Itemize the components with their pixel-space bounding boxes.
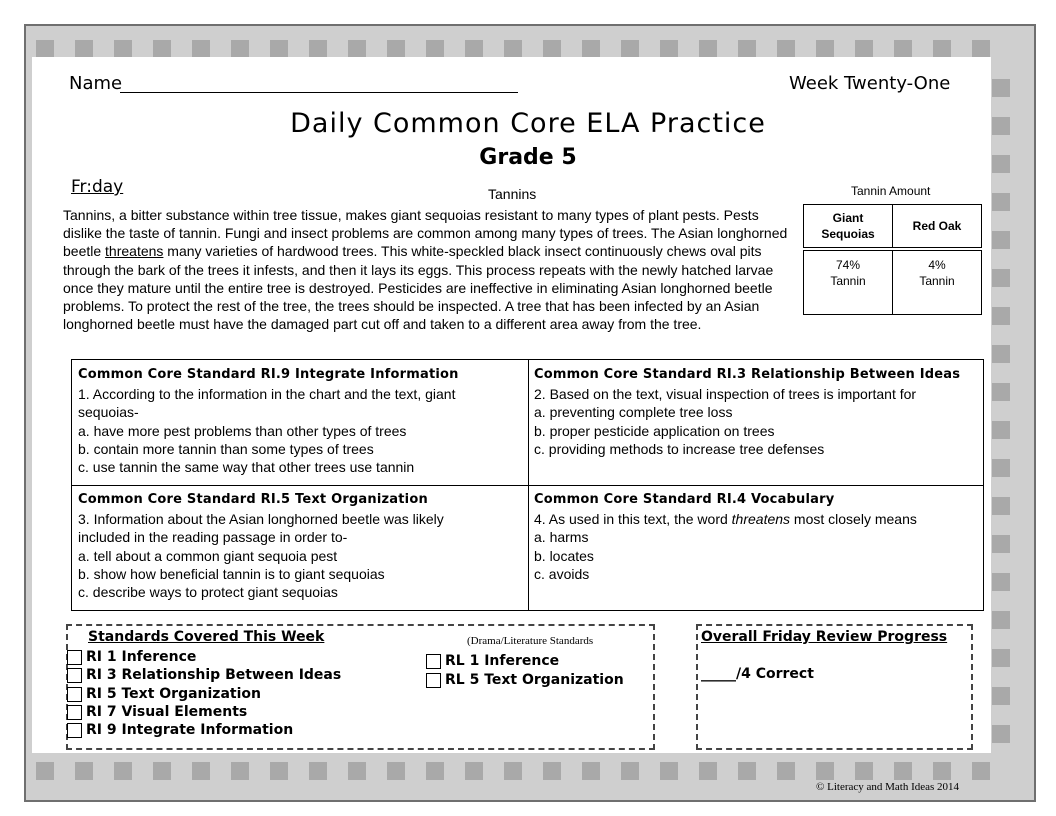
page-title: Daily Common Core ELA Practice bbox=[290, 108, 766, 139]
question-1-standard: Common Core Standard RI.9 Integrate Information bbox=[78, 367, 459, 382]
standards-heading: Standards Covered This Week bbox=[88, 629, 325, 645]
border-square bbox=[855, 762, 873, 780]
border-square bbox=[621, 762, 639, 780]
border-square bbox=[816, 762, 834, 780]
standard-label: RL 5 Text Organization bbox=[445, 672, 624, 688]
border-square bbox=[231, 40, 249, 58]
border-square bbox=[387, 762, 405, 780]
checkbox[interactable] bbox=[426, 654, 441, 669]
border-square bbox=[582, 40, 600, 58]
border-square bbox=[992, 231, 1010, 249]
border-square bbox=[992, 79, 1010, 97]
border-square bbox=[992, 573, 1010, 591]
question-4-option-a[interactable]: a. harms bbox=[534, 529, 589, 546]
progress-heading: Overall Friday Review Progress bbox=[701, 629, 948, 645]
border-square bbox=[699, 762, 717, 780]
passage-underlined-word: threatens bbox=[105, 243, 164, 260]
tannin-chart-label: Tannin Amount bbox=[851, 184, 931, 198]
standard-label: RI 9 Integrate Information bbox=[86, 722, 294, 738]
tannin-chart-table bbox=[803, 204, 982, 315]
question-1-stem-line1: 1. According to the information in the chart and the text, giant bbox=[78, 386, 456, 403]
question-4-stem-before: 4. As used in this text, the word bbox=[534, 511, 732, 528]
border-square bbox=[309, 762, 327, 780]
question-2-standard: Common Core Standard RI.3 Relationship Between Ideas bbox=[534, 367, 961, 382]
question-1-option-b[interactable]: b. contain more tannin than some types of trees bbox=[78, 440, 374, 457]
question-1 bbox=[78, 366, 522, 476]
border-square bbox=[992, 269, 1010, 287]
name-line bbox=[120, 92, 518, 93]
standard-ri-7[interactable] bbox=[67, 703, 247, 721]
border-square bbox=[992, 421, 1010, 439]
standard-rl-5[interactable] bbox=[426, 671, 624, 689]
question-2-stem: 2. Based on the text, visual inspection of trees is important for bbox=[534, 386, 917, 403]
border-square bbox=[992, 497, 1010, 515]
tannin-value-giant-sequoias bbox=[804, 251, 893, 315]
border-square bbox=[992, 345, 1010, 363]
border-square bbox=[992, 307, 1010, 325]
week-label: Week Twenty-One bbox=[789, 73, 951, 94]
border-square bbox=[465, 40, 483, 58]
border-square bbox=[894, 40, 912, 58]
border-square bbox=[855, 40, 873, 58]
tannin-value: 4% bbox=[928, 258, 946, 272]
border-square bbox=[543, 762, 561, 780]
tannin-unit: Tannin bbox=[919, 274, 955, 288]
question-3-option-c[interactable]: c. describe ways to protect giant sequoias bbox=[78, 584, 338, 601]
tannin-unit: Tannin bbox=[830, 274, 866, 288]
border-square bbox=[992, 193, 1010, 211]
border-square bbox=[36, 40, 54, 58]
border-square bbox=[992, 611, 1010, 629]
checkbox[interactable] bbox=[67, 705, 82, 720]
border-square bbox=[153, 40, 171, 58]
border-square bbox=[933, 40, 951, 58]
checkbox[interactable] bbox=[67, 668, 82, 683]
passage-title: Tannins bbox=[488, 186, 537, 202]
name-label: Name bbox=[69, 73, 123, 94]
border-square bbox=[192, 40, 210, 58]
question-4-standard: Common Core Standard RI.4 Vocabulary bbox=[534, 492, 835, 507]
standard-label: RI 5 Text Organization bbox=[86, 686, 261, 702]
tannin-value: 74% bbox=[835, 258, 861, 272]
border-square bbox=[309, 40, 327, 58]
border-square bbox=[75, 762, 93, 780]
grade-label: Grade 5 bbox=[479, 145, 577, 170]
border-square bbox=[543, 40, 561, 58]
standard-rl-1[interactable] bbox=[426, 652, 559, 670]
question-1-stem-line2: sequoias- bbox=[78, 404, 139, 421]
checkbox[interactable] bbox=[67, 687, 82, 702]
border-square bbox=[504, 762, 522, 780]
copyright-notice: © Literacy and Math Ideas 2014 bbox=[816, 781, 960, 793]
day-label: Fr:day bbox=[71, 177, 124, 197]
question-1-option-c[interactable]: c. use tannin the same way that other trees use tannin bbox=[78, 459, 415, 476]
border-square bbox=[36, 762, 54, 780]
tannin-header-line1: Giant bbox=[832, 211, 864, 225]
question-4-stem-after: most closely means bbox=[790, 511, 917, 528]
standard-label: RI 1 Inference bbox=[86, 649, 197, 665]
border-square bbox=[348, 40, 366, 58]
border-square bbox=[992, 535, 1010, 553]
question-4-stem-italic: threatens bbox=[731, 511, 791, 528]
border-square bbox=[992, 383, 1010, 401]
border-square bbox=[426, 40, 444, 58]
passage-text-before: Tannins, a bitter substance within tree tissue, makes giant sequoias resistant to many types of plant pests. Pests dislike the taste of tannin. Fungi and insect problems are common among many types of trees. The Asian longhorned beetle bbox=[63, 207, 788, 260]
tannin-header-red-oak: Red Oak bbox=[893, 205, 982, 248]
question-3 bbox=[78, 491, 522, 601]
border-square bbox=[992, 649, 1010, 667]
standard-ri-5[interactable] bbox=[67, 685, 261, 703]
border-square bbox=[992, 459, 1010, 477]
border-square bbox=[777, 762, 795, 780]
border-square bbox=[426, 762, 444, 780]
border-square bbox=[270, 40, 288, 58]
question-3-stem-line2: included in the reading passage in order to- bbox=[78, 529, 348, 546]
border-square bbox=[816, 40, 834, 58]
border-square bbox=[699, 40, 717, 58]
border-square bbox=[270, 762, 288, 780]
question-grid bbox=[71, 359, 984, 611]
border-square bbox=[75, 40, 93, 58]
question-3-stem-line1: 3. Information about the Asian longhorned beetle was likely bbox=[78, 511, 444, 528]
border-square bbox=[348, 762, 366, 780]
border-square bbox=[777, 40, 795, 58]
border-square bbox=[992, 687, 1010, 705]
progress-correct-count[interactable]: _____/4 Correct bbox=[701, 666, 814, 682]
border-square bbox=[992, 725, 1010, 743]
question-4-stem bbox=[534, 510, 980, 528]
border-square bbox=[192, 762, 210, 780]
standard-ri-9[interactable] bbox=[67, 721, 293, 739]
tannin-value-red-oak bbox=[893, 251, 982, 315]
tannin-header-giant-sequoias bbox=[804, 205, 893, 248]
question-3-option-a[interactable]: a. tell about a common giant sequoia pest bbox=[78, 547, 338, 564]
border-square bbox=[738, 762, 756, 780]
border-square bbox=[972, 40, 990, 58]
border-square bbox=[933, 762, 951, 780]
standard-ri-3[interactable] bbox=[67, 666, 341, 684]
question-2-option-c[interactable]: c. providing methods to increase tree defenses bbox=[534, 440, 825, 457]
border-square bbox=[153, 762, 171, 780]
border-square bbox=[972, 762, 990, 780]
standard-ri-1[interactable] bbox=[67, 648, 196, 666]
border-square bbox=[114, 762, 132, 780]
standard-label: RL 1 Inference bbox=[445, 653, 560, 669]
question-1-option-a[interactable]: a. have more pest problems than other types of trees bbox=[78, 422, 407, 439]
question-4 bbox=[534, 491, 980, 583]
border-square bbox=[660, 762, 678, 780]
question-4-option-b[interactable]: b. locates bbox=[534, 547, 594, 564]
passage-text bbox=[63, 206, 795, 333]
border-square bbox=[582, 762, 600, 780]
question-2-option-a[interactable]: a. preventing complete tree loss bbox=[534, 404, 733, 421]
question-2 bbox=[534, 366, 980, 458]
border-square bbox=[660, 40, 678, 58]
standard-label: RI 7 Visual Elements bbox=[86, 704, 248, 720]
standard-label: RI 3 Relationship Between Ideas bbox=[86, 667, 342, 683]
border-square bbox=[894, 762, 912, 780]
border-square bbox=[465, 762, 483, 780]
border-square bbox=[738, 40, 756, 58]
border-square bbox=[387, 40, 405, 58]
border-square bbox=[504, 40, 522, 58]
checkbox[interactable] bbox=[67, 650, 82, 665]
border-square bbox=[231, 762, 249, 780]
checkbox[interactable] bbox=[67, 723, 82, 738]
grid-divider-horizontal bbox=[72, 485, 983, 486]
border-square bbox=[114, 40, 132, 58]
tannin-header-line2: Sequoias bbox=[821, 227, 875, 241]
drama-literature-note: (Drama/Literature Standards bbox=[467, 635, 594, 647]
border-square bbox=[621, 40, 639, 58]
passage-text-after: many varieties of hardwood trees. This white-speckled black insect continuously chews oval pits through the bark of the trees it infests, and then it lays its eggs. This process repeats with the newly hatched larvae once they mature until the entire tree is destroyed. Pesticides are ineffective in eliminating Asian longhorned beetle problems. To protect the rest of the tree, the trees should be inspected. A tree that has been infected by an Asian longhorned beetle must have the damaged part cut off and taken to a different area away from the tree. bbox=[63, 243, 774, 333]
question-4-option-c[interactable]: c. avoids bbox=[534, 565, 590, 582]
checkbox[interactable] bbox=[426, 673, 441, 688]
question-3-standard: Common Core Standard RI.5 Text Organization bbox=[78, 492, 428, 507]
question-3-option-b[interactable]: b. show how beneficial tannin is to giant sequoias bbox=[78, 565, 385, 582]
question-2-option-b[interactable]: b. proper pesticide application on trees bbox=[534, 422, 775, 439]
